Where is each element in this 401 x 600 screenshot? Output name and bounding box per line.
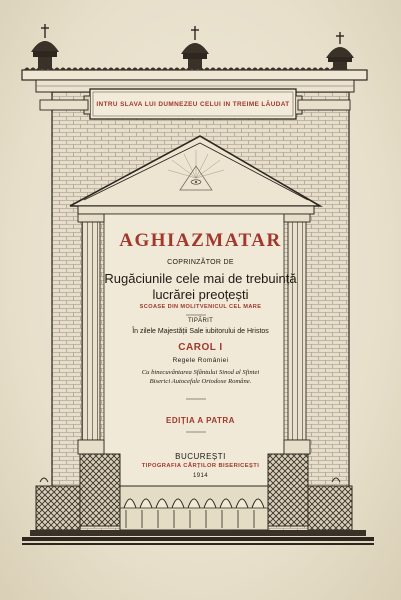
left-pedestal: [36, 486, 80, 530]
publication-year: 1914: [193, 473, 208, 479]
printer-name: TIPOGRAFIA CĂRȚILOR BISERICEȘTI: [141, 463, 260, 469]
dedication-banner-text: [90, 89, 296, 119]
cross-crown-icon: [181, 26, 209, 69]
source-note: SCOASE DIN MOLITVENICUL CEL MARE: [139, 304, 262, 310]
subtitle-line-3: lucrărei preoțești: [152, 287, 249, 302]
king-title: Regele României: [172, 357, 229, 364]
engraver-signature: Gravat Bucur.: [232, 531, 254, 535]
printed-label: TIPĂRIT: [187, 318, 214, 324]
edition-label: EDIȚIA A PATRA: [166, 416, 235, 425]
approval-line-2: Biserici Autocefale Ortodoxe Române.: [149, 378, 252, 385]
subtitle-line-2: Rugăciunile cele mai de trebuință: [104, 271, 297, 286]
cross-crown-icon: [31, 24, 59, 69]
arcade-ornament: [120, 486, 268, 530]
base-stone: [30, 530, 366, 536]
right-pedestal: [308, 486, 352, 530]
approval-line-1: Cu binecuvântarea Sfântului Sinod al Sfintei: [141, 369, 260, 376]
book-title: AGHIAZMATAR: [119, 230, 282, 251]
cross-crown-icon: [326, 32, 354, 70]
publication-city: BUCUREȘTI: [175, 452, 226, 461]
dedication-text: INTRU SLAVA LUI DUMNEZEU CELUI IN TREIME LĂUDAT: [96, 100, 290, 108]
top-cornice: [22, 70, 367, 80]
king-name: CAROL I: [178, 342, 223, 353]
reign-line: În zilele Majestății Sale iubitorului de Hristos: [132, 328, 269, 335]
subtitle-line-1: COPRINZĂTOR DE: [167, 259, 234, 266]
